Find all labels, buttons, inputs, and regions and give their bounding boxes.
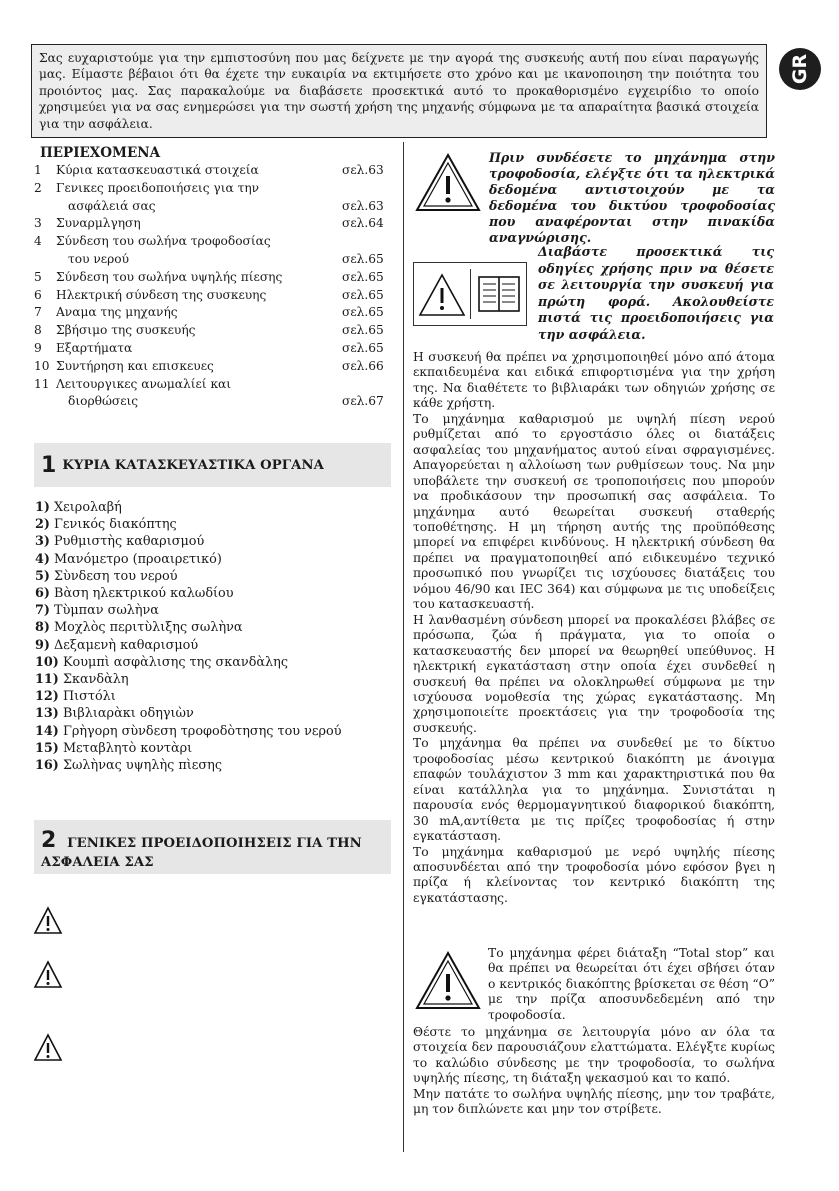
toc-item-page: σελ.64	[342, 216, 384, 231]
body-paragraph: Το μηχάνημα θα πρέπει να συνδεθεί με το δίκτυο τροφοδοσίας μέσω κεντρικού διακόπτη με άνοιγμα επαφών τουλάχιστον 3 mm και χαρακτηριστικά που θα είναι κατάλληλα για το μηχάνημα. Συνιστάται η παρουσία ενός θερμομαγνητικού διαφορικού διακόπτη, 30 mA,αντίθετα με τις πρίζες τροφοδοσίας ή στην εγκατάσταση.	[413, 736, 775, 844]
part-item: 3) Ρυθμιστὴς καθαρισμού	[35, 534, 205, 550]
body-paragraph: Η λανθασμένη σύνδεση μπορεί να προκαλέσει βλάβες σε πρόσωπα, ζώα ή πράγματα, για το οποία ο κατασκευαστής δεν μπορεί να θεωρηθεί υπεύθυνος. Η ηλεκτρική εγκατάσταση στην οποία έχει συνδεθεί η συσκευή θα πρέπει να ολοκληρωθεί σύμφωνα με την ισχύουσα νομοθεσία της χώρας εγκατάστασης. Μη χρησιμοποιείτε προεκτάσεις για την τροφοδοσία της συσκευής.	[413, 612, 775, 735]
toc-item	[34, 180, 392, 216]
toc-item-text: Σύνδεση του σωλήνα τροφοδοσίας του νερού	[56, 234, 271, 266]
toc-item-number: 6	[34, 287, 42, 302]
toc-item-text: Αναμα της μηχανής	[56, 305, 178, 320]
body-paragraph: Μην πατάτε το σωλήνα υψηλής πίεσης, μην τον τραβάτε, μη τον διπλώνετε και μην τον στρίβετε.	[413, 1086, 775, 1117]
section-1-heading	[34, 443, 391, 487]
part-item: 6) Βὰση ηλεκτρικού καλωδίου	[35, 586, 234, 602]
toc-item	[34, 287, 392, 305]
warning-icon	[414, 263, 470, 325]
toc-item-page: σελ.67	[342, 394, 384, 409]
part-item: 13) Βιβλιαρὰκι οδηγιὼν	[35, 706, 194, 722]
toc-item-number: 2	[34, 180, 42, 195]
warning-icon	[33, 1033, 63, 1063]
read-manual-icons	[413, 262, 527, 326]
large-warning-icon	[414, 152, 482, 214]
toc-item-number: 7	[34, 305, 42, 320]
part-item: 8) Μοχλὸς περιτὺλιξης σωλὴνα	[35, 620, 243, 636]
book-icon	[471, 263, 527, 325]
toc-title: ΠΕΡΙΕΧΟΜΕΝΑ	[40, 145, 161, 161]
part-item: 10) Κουμπὶ ασφὰλισης της σκανδὰλης	[35, 654, 288, 670]
toc-item-page: σελ.63	[342, 163, 384, 177]
section-2-heading	[34, 820, 391, 874]
toc-item-number: 8	[34, 323, 42, 338]
toc-item-page: σελ.65	[342, 251, 384, 266]
body-paragraph: Το μηχάνημα καθαρισμού με νερό υψηλής πίεσης αποσυνδέεται από την τροφοδοσία μόνο εφόσον βγει η πρίζα ή κλείνοντας τον κεντρικό διακόπτη της εγκατάστασης.	[413, 844, 775, 905]
part-item: 12) Πιστόλι	[35, 689, 116, 705]
language-badge: GR	[779, 48, 821, 90]
toc-item-page: σελ.63	[342, 198, 384, 213]
read-instructions-warning: Διαβάστε προσεκτικά τις οδηγίες χρήσης πριν να θέσετε σε λειτουργία την συσκευή για πρώτη φορά. Ακολουθείστε πιστά τις προειδοποιήσεις για την ασφάλεια.	[538, 244, 774, 342]
toc-item-page: σελ.65	[342, 340, 384, 355]
section-2-number: 2	[41, 828, 57, 853]
part-item: 4) Μανόμετρο (προαιρετικό)	[35, 551, 222, 567]
toc-item-text: Γενικες προειδοποιήσεις για την ασφάλειά σας	[56, 180, 260, 213]
toc-item-number: 4	[34, 234, 42, 249]
large-warning-icon	[414, 950, 482, 1012]
toc-item-text: Λειτουργικες ανωμαλίεί και διορθώσεις	[56, 376, 232, 409]
electrical-warning: Πριν συνδέσετε το μηχάνημα στην τροφοδοσία, ελέγξτε ότι τα ηλεκτρικά δεδομένα αντιστοιχούν με τα δεδομένα του δικτύου τροφοδοσίας που αναφέρονται στην πινακίδα αναγνώρισης.	[489, 150, 775, 245]
toc-item-text: Συντήρηση και επισκευες	[56, 358, 214, 373]
parts-list	[35, 499, 395, 774]
toc-item-text: Σύνδεση του σωλήνα υψηλής πίεσης	[56, 269, 283, 284]
toc-item-text: Εξαρτήματα	[56, 340, 133, 355]
toc-item-number: 1	[34, 163, 42, 177]
toc-item	[34, 304, 392, 322]
column-divider	[403, 142, 404, 1152]
toc-item	[34, 340, 392, 358]
section-1-title: ΚΥΡΙΑ ΚΑΤΑΣΚΕΥΑΣΤΙΚΑ ΟΡΓΑΝΑ	[62, 457, 325, 473]
toc-item-page: σελ.65	[342, 323, 384, 338]
toc-item	[34, 215, 392, 233]
toc-item	[34, 322, 392, 340]
part-item: 16) Σωλὴνας υψηλὴς πὶεσης	[35, 758, 222, 774]
warning-icon	[33, 960, 63, 990]
total-stop-text: Το μηχάνημα φέρει διάταξη “Total stop” και θα πρέπει να θεωρείται ότι έχει σβήσει όταν ο κεντρικός διακόπτης βρίσκεται σε θέση “O” με την πρίζα αποσυνδεδεμένη από την τροφοδοσία.	[488, 946, 775, 1022]
part-item: 5) Σὺνδεση του νερού	[35, 568, 178, 584]
section-1-number: 1	[41, 452, 57, 478]
toc-item-page: σελ.65	[342, 269, 384, 284]
intro-text: Σας ευχαριστούμε για την εμπιστοσύνη που μας δείχνετε με την αγορά της συσκευής αυτή που είναι παραγωγής μας. Είμαστε βέβαιοι ότι θα έχετε την ευκαιρία να εκτιμήσετε στο χρόνο και με ικανοποιηση την ποιότητα του προιόντος μας. Σας παρακαλούμε να διαβάσετε προσεκτικά αυτό το προκαθορισμένο εγχειρίδιο το οποίο χρησιμεύει για να σας ενημερώσει για την σωστή χρήση της μηχανής σύμφωνα με τα απαραίτητα βασικά στοιχεία για την ασφάλεια.	[39, 51, 759, 131]
part-item: 2) Γενικός διακόπτης	[35, 517, 177, 533]
section-2-title-line2: ΑΣΦΑΛΕΙΑ ΣΑΣ	[41, 855, 154, 870]
part-item: 9) Δεξαμενὴ καθαρισμού	[35, 637, 199, 653]
body-paragraph: Η συσκευή θα πρέπει να χρησιμοποιηθεί μόνο από άτομα εκπαιδευμένα και ειδικά επιφορτισμένα για την χρήση της. Να διαθέτετε το βιβλιαράκι των οδηγιών χρήσης σε κάθε χρήστη.	[413, 350, 775, 411]
toc-item-number: 9	[34, 340, 42, 355]
toc-item-number: 5	[34, 269, 42, 284]
part-item: 1) Χειρολαβή	[35, 500, 122, 515]
toc-item-number: 11	[34, 376, 50, 391]
intro-box	[31, 44, 767, 138]
body-paragraph: Το μηχάνημα καθαρισμού με υψηλή πίεση νερού ρυθμίζεται από το εργοστάσιο όλες οι διατάξεις ασφαλείας του μηχανήματος αυτού είναι σφραγισμένες. Απαγορεύεται η αλλοίωση των ρυθμίσεων τους. Να μην υποβάλετε την συσκευή σε τροποποιήσεις που μπορούν να προδικάσουν την προσωπική σας ασφάλεια. Το μηχάνημα αυτό θεωρείται συσκευή σταθερής τοποθέτησης. Η μη τήρηση αυτής της προϋπόθεσης μπορεί να επιφέρει κινδύνους. Η ηλεκτρική σύνδεση θα πρέπει να πραγματοποιηθεί από ειδικευμένο τεχνικό προσωπικό που γνωρίζει τις ισχύουσες διατάξεις του νόμου 46/90 και IEC 364) και σύμφωνα με τις υποδείξεις του κατασκευαστή.	[413, 411, 775, 612]
section-2-title-line1: ΓΕΝΙΚΕΣ ΠΡΟΕΙΔΟΠΟΙΗΣΕΙΣ ΓΙΑ ΤΗΝ	[67, 836, 362, 851]
toc-item	[34, 376, 392, 412]
part-item: 14) Γρὴγορη σὺνδεση τροφοδὸτησης του νερού	[35, 723, 342, 739]
toc-item-text: Κύρια κατασκευαστικά στοιχεία	[56, 163, 259, 177]
toc-item	[34, 358, 392, 376]
part-item: 11) Σκανδὰλη	[35, 672, 129, 688]
toc-item-text: Σβήσιμο της συσκευής	[56, 323, 196, 338]
toc-item-number: 10	[34, 358, 50, 373]
safety-body-text	[413, 350, 775, 906]
toc-item-text: Ηλεκτρική σύνδεση της συσκευης	[56, 287, 267, 302]
part-item: 7) Τὺμπαν σωλὴνα	[35, 603, 159, 619]
toc-item-page: σελ.66	[342, 358, 384, 373]
toc-item	[34, 269, 392, 287]
table-of-contents	[34, 145, 392, 411]
warning-icon	[33, 906, 63, 936]
toc-item-text: Συναρμλγηση	[56, 216, 141, 231]
toc-item	[34, 233, 392, 269]
toc-item-page: σελ.65	[342, 305, 384, 320]
toc-item	[34, 162, 392, 180]
toc-item-number: 3	[34, 216, 42, 231]
part-item: 15) Μεταβλητὸ κοντὰρι	[35, 740, 193, 756]
final-body-text	[413, 1025, 775, 1118]
body-paragraph: Θέστε το μηχάνημα σε λειτουργία μόνο αν όλα τα στοιχεία δεν παρουσιάζουν ελαττώματα. Ελέγξτε κυρίως το καλώδιο σύνδεσης με την τροφοδοσία, το σωλήνα υψηλής πίεσης, τη διάταξη ψεκασμού και το καπό.	[413, 1025, 775, 1086]
toc-item-page: σελ.65	[342, 287, 384, 302]
